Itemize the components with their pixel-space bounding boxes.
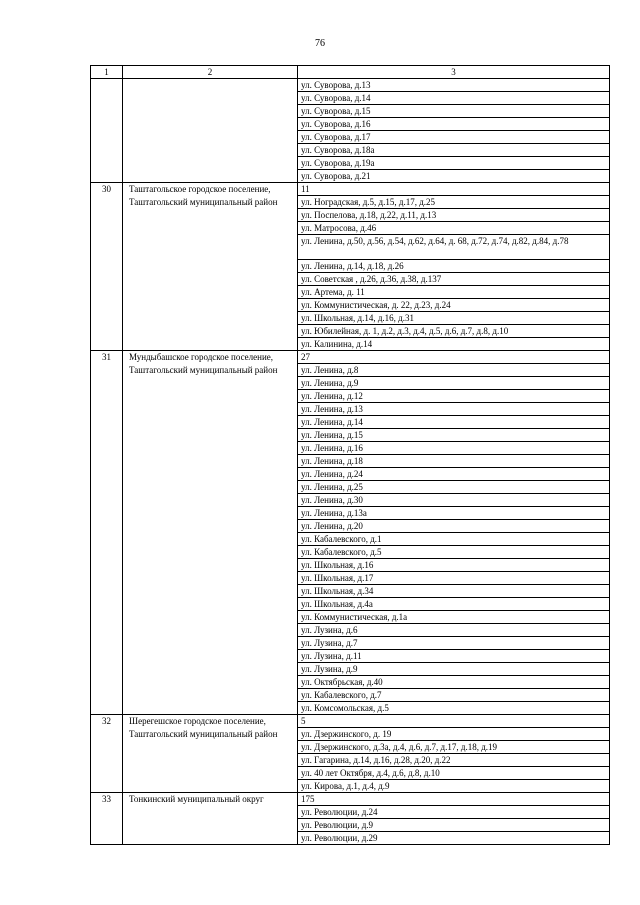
table-row (91, 79, 610, 183)
address-line: ул. Дзержинского, д. 19 (298, 727, 609, 740)
address-line: ул. Суворова, д.21 (298, 169, 609, 182)
page-number: 76 (315, 38, 325, 49)
municipality-name (123, 79, 298, 183)
address-line: ул. Октябрьская, д.40 (298, 675, 609, 688)
address-line: ул. Суворова, д.15 (298, 104, 609, 117)
table-row (91, 351, 610, 715)
table-header-row (91, 66, 610, 79)
address-line: ул. Ноградская, д.5, д.15, д.17, д.25 (298, 195, 609, 208)
address-line: ул. Ленина, д.50, д.56, д.54, д.62, д.64, д. 68, д.72, д.74, д.82, д.84, д.78 (298, 234, 609, 259)
address-line: ул. Суворова, д.16 (298, 117, 609, 130)
address-line: ул. Школьная, д.14, д.16, д.31 (298, 311, 609, 324)
address-line: ул. Революции, д.9 (298, 818, 609, 831)
address-line: ул. Революции, д.24 (298, 805, 609, 818)
address-list (298, 183, 610, 351)
address-line: ул. Ленина, д.12 (298, 389, 609, 402)
municipality-name: Таштагольское городское поселение, Таштагольский муниципальный район (123, 183, 298, 351)
address-line: ул. Суворова, д.18а (298, 143, 609, 156)
address-line: ул. Школьная, д.17 (298, 571, 609, 584)
address-list (298, 351, 610, 715)
address-line: ул. Суворова, д.19а (298, 156, 609, 169)
address-line: ул. Ленина, д.13 (298, 402, 609, 415)
address-line: ул. Суворова, д.14 (298, 91, 609, 104)
address-list (298, 79, 610, 183)
row-number: 30 (91, 183, 123, 351)
address-line: ул. Суворова, д.13 (301, 80, 371, 90)
address-line: ул. Коммунистическая, д.1а (298, 610, 609, 623)
municipality-name: Шерегешское городское поселение, Таштагольский муниципальный район (123, 715, 298, 793)
address-line: ул. Ленина, д.30 (298, 493, 609, 506)
column-header-1: 1 (91, 66, 123, 79)
address-list (298, 793, 610, 845)
building-count: 11 (301, 184, 310, 194)
address-line: ул. Лузина, д.9 (298, 662, 609, 675)
address-line: ул. Ленина, д.20 (298, 519, 609, 532)
address-line: ул. Школьная, д.16 (298, 558, 609, 571)
address-line: ул. Лузина, д.6 (298, 623, 609, 636)
address-line: ул. Ленина, д.18 (298, 454, 609, 467)
address-line: ул. Кабалевского, д.5 (298, 545, 609, 558)
column-header-3: 3 (298, 66, 610, 79)
table-row (91, 183, 610, 351)
address-line: ул. Ленина, д.15 (298, 428, 609, 441)
column-header-2: 2 (123, 66, 298, 79)
address-line: ул. Ленина, д.24 (298, 467, 609, 480)
address-line: ул. Ленина, д.8 (298, 363, 609, 376)
address-line: ул. Ленина, д.14, д.18, д.26 (298, 259, 609, 272)
address-line: ул. Советская , д.26, д.36, д.38, д.137 (298, 272, 609, 285)
address-line: ул. Ленина, д.25 (298, 480, 609, 493)
address-table (90, 65, 610, 845)
address-line: ул. Ленина, д.9 (298, 376, 609, 389)
address-line: ул. Юбилейная, д. 1, д.2, д.3, д.4, д.5, д.6, д.7, д.8, д.10 (298, 324, 609, 337)
building-count: 27 (301, 352, 310, 362)
address-line: ул. Суворова, д.17 (298, 130, 609, 143)
row-number: 32 (91, 715, 123, 793)
address-line: ул. Кабалевского, д.1 (298, 532, 609, 545)
address-line: ул. Кабалевского, д.7 (298, 688, 609, 701)
building-count: 5 (301, 716, 306, 726)
table-row (91, 793, 610, 845)
address-line: ул. Лузина, д.11 (298, 649, 609, 662)
address-line: ул. Гагарина, д.14, д.16, д.28, д.20, д.22 (298, 753, 609, 766)
address-line: ул. Поспелова, д.18, д.22, д.11, д.13 (298, 208, 609, 221)
address-line: ул. Ленина, д.16 (298, 441, 609, 454)
municipality-name: Мундыбашское городское поселение, Таштагольский муниципальный район (123, 351, 298, 715)
address-line: ул. Школьная, д.34 (298, 584, 609, 597)
table-row (91, 715, 610, 793)
address-line: ул. Лузина, д.7 (298, 636, 609, 649)
building-count: 175 (301, 794, 315, 804)
address-line: ул. Комсомольская, д.5 (298, 701, 609, 714)
address-line: ул. Дзержинского, д.3а, д.4, д.6, д.7, д.17, д.18, д.19 (298, 740, 609, 753)
municipality-name: Тонкинский муниципальный округ (123, 793, 298, 845)
address-line: ул. Калинина, д.14 (298, 337, 609, 350)
address-line: ул. Артема, д. 11 (298, 285, 609, 298)
address-line: ул. Кирова, д.1, д.4, д.9 (298, 779, 609, 792)
address-line: ул. Коммунистическая, д. 22, д.23, д.24 (298, 298, 609, 311)
address-line: ул. Школьная, д.4а (298, 597, 609, 610)
address-line: ул. Революции, д.29 (298, 831, 609, 844)
address-line: ул. Матросова, д.46 (298, 221, 609, 234)
row-number: 31 (91, 351, 123, 715)
address-line: ул. Ленина, д.13а (298, 506, 609, 519)
address-line: ул. Ленина, д.14 (298, 415, 609, 428)
row-number (91, 79, 123, 183)
address-line: ул. 40 лет Октября, д.4, д.6, д.8, д.10 (298, 766, 609, 779)
address-list (298, 715, 610, 793)
row-number: 33 (91, 793, 123, 845)
